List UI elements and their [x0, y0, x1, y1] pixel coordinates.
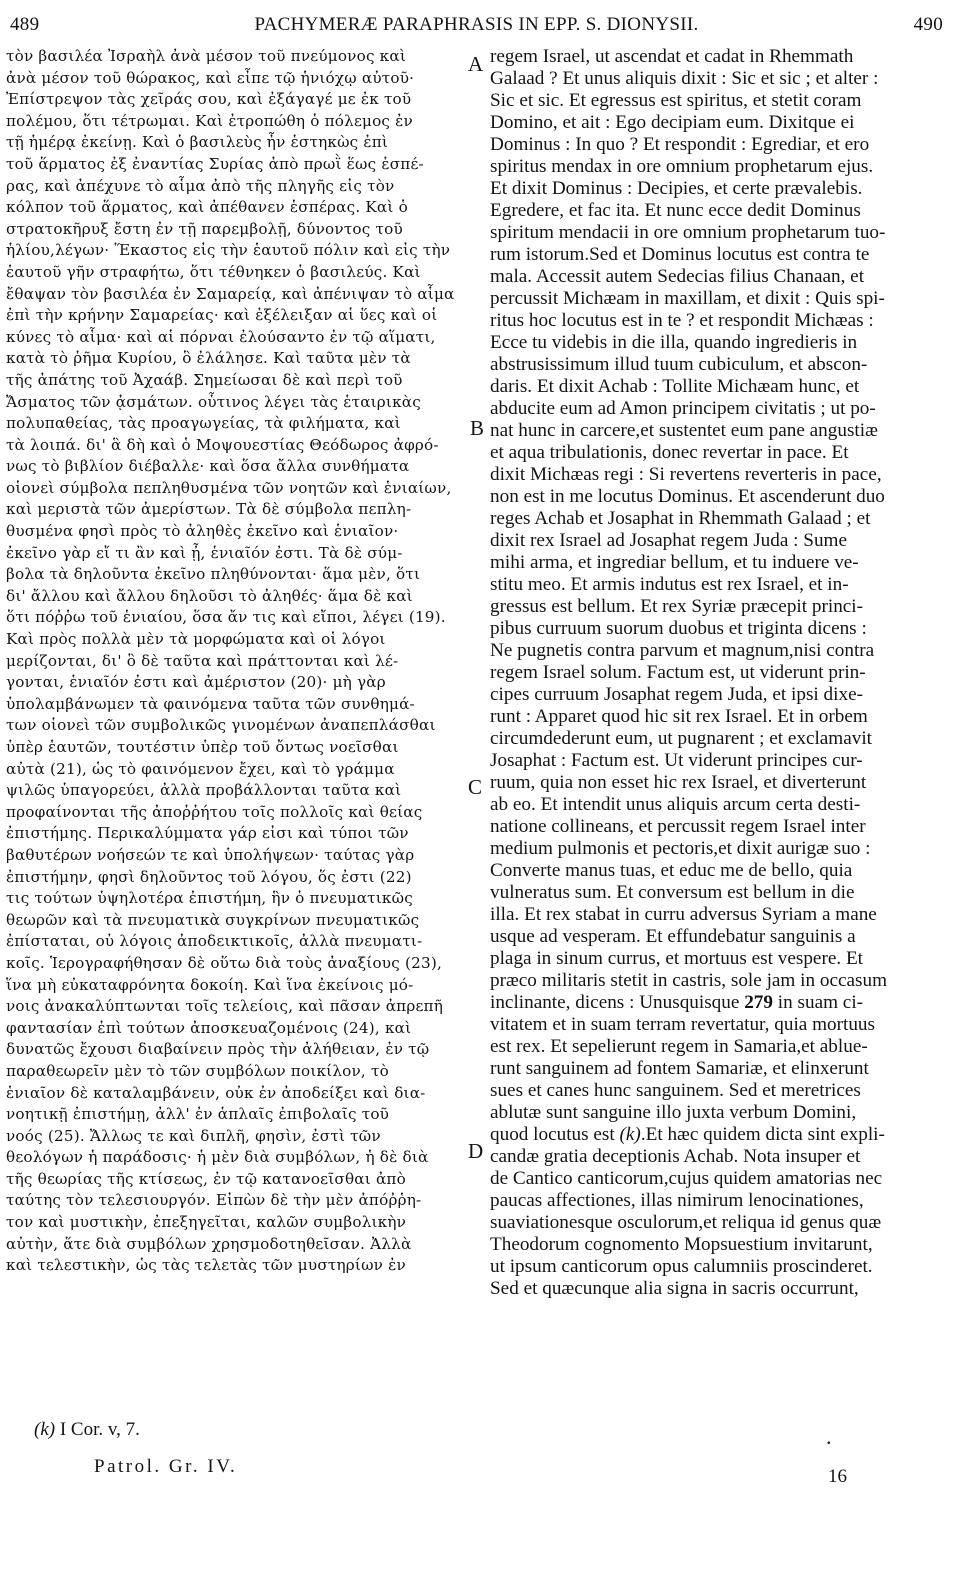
latin-line: vitatem et in suam terram revertatur, quia mortuus — [490, 1014, 875, 1035]
column-number: 279 — [744, 992, 773, 1013]
margin-letter-c: C — [468, 775, 483, 799]
latin-line: abstrusissimum illud tuum cubiculum, et abscon- — [490, 354, 868, 375]
footnote-text: I Cor. v, 7. — [55, 1419, 140, 1440]
greek-line: φαντασίαν ἐπὶ τούτων ἀποσκευαζομένοις (24), καὶ — [6, 1018, 412, 1037]
signature-mark: Patrol. Gr. IV. — [94, 1456, 238, 1477]
latin-line-text: in suam ci- — [777, 992, 864, 1013]
greek-line: θυσμένα φησὶ πρὸς τὸ ἀληθὲς ἐκεῖνο καὶ ἑνιαῖον· — [6, 522, 399, 541]
latin-line: circumdederunt eum, ut pugnarent ; et exclamavit — [490, 728, 873, 749]
latin-line: natione collineans, et percussit regem Israel inter — [490, 816, 866, 837]
latin-line: plaga in sinum currus, et mortuus est vespere. Et — [490, 948, 864, 969]
greek-line: τῆς ἀπάτης τοῦ Ἀχαάβ. Σημείωσαι δὲ καὶ περὶ τοῦ — [6, 370, 403, 389]
greek-line: ἐπὶ τὴν κρήνην Σαμαρείας· καὶ ἐξέλειξαν αἱ ὕες καὶ οἱ — [6, 306, 438, 325]
stray-dot: . — [826, 1424, 832, 1449]
greek-line: στρατοκῆρυξ ἔστη ἐν τῇ παρεμβολῇ, δύνοντος τοῦ — [6, 219, 403, 238]
latin-line — [490, 992, 937, 1014]
latin-line: ab eo. Et intendit unus aliquis arcum certa desti- — [490, 794, 861, 815]
greek-line: θεωρῶν καὶ τὰ πνευματικὰ συγκρίνων πνευματικῶς — [6, 910, 420, 929]
greek-line: καὶ τελεστικὴν, ὡς τὰς τελετὰς τῶν μυστηρίων ἐν — [6, 1256, 406, 1275]
greek-line: Ἄσματος τῶν ᾀσμάτων. οὗτινος λέγει τὰς ἑταιρικὰς — [6, 392, 421, 411]
latin-line: reges Achab et Josaphat in Rhemmath Galaad ; et — [490, 508, 871, 529]
greek-line: οἱονεὶ σύμβολα πεπληθυσμένα τῶν νοητῶν καὶ ἑνιαίων, — [6, 478, 452, 497]
greek-line: Καὶ πρὸς πολλὰ μὲν τὰ μορφώματα καὶ οἱ λόγοι — [6, 630, 386, 649]
page-number-left: 489 — [10, 14, 40, 35]
greek-line: νοητικῇ ἐπιστήμῃ, ἀλλ' ἐν ἁπλαῖς ἐπιβολαῖς τοῦ — [6, 1105, 390, 1124]
latin-line: runt sanguinem ad fontem Samariæ, et elinxerunt — [490, 1058, 869, 1079]
greek-line: θεολόγων ἡ παράδοσις· ἡ μὲν διὰ συμβόλων, ἡ δὲ διὰ — [6, 1148, 429, 1167]
latin-line: Egredere, et fac ita. Et nunc ecce dedit Dominus — [490, 200, 861, 221]
greek-line: τοῦ ἅρματος ἐξ ἐναντίας Συρίας ἀπὸ πρωῒ ἕως ἑσπέ- — [6, 154, 424, 173]
latin-line: Theodorum cognomento Mopsuestium invitarunt, — [490, 1234, 873, 1255]
greek-line: προφαίνονται τῆς ἀποῤῥήτου τοῖς πολλοῖς καὶ θείας — [6, 802, 423, 821]
latin-line: spiritum mendacii in ore omnium prophetarum tuo- — [490, 222, 886, 243]
greek-line: ἐπιστήμην, φησὶ δηλοῦντος τοῦ λόγου, ὅς ἐστι (22) — [6, 867, 412, 886]
latin-note-ref: (k) — [619, 1124, 641, 1145]
greek-line: Ἐπίστρεψον τὰς χεῖράς σου, καὶ ἐξάγαγέ με ἐκ τοῦ — [6, 90, 412, 109]
greek-line: ἑνιαῖον δὲ καταλαμβάνειν, οὐκ ἐν ἀποδείξει καὶ δια- — [6, 1083, 426, 1102]
greek-line: ἡλίου,λέγων· Ἕκαστος εἰς τὴν ἑαυτοῦ πόλιν καὶ εἰς τὴν — [6, 241, 451, 260]
greek-line: ταύτης τὸν τελεσιουργόν. Εἰπὼν δὲ τὴν μὲν ἀπόῤῥη- — [6, 1191, 422, 1210]
greek-line: ἑαυτοῦ γῆν στραφήτω, ὅτι τέθνηκεν ὁ βασιλεύς. Καὶ — [6, 262, 421, 281]
latin-line: Ne pugnetis contra parvum et magnum,nisi contra — [490, 640, 875, 661]
running-head — [10, 14, 943, 44]
greek-line: αὐτὰ (21), ὡς τὸ φαινόμενον ἔχει, καὶ τὸ γράμμα — [6, 759, 395, 778]
latin-line: ut ipsum canticorum opus calumniis proscinderet. — [490, 1256, 873, 1277]
latin-line: et aqua tribulationis, donec revertar in pace. Et — [490, 442, 849, 463]
greek-line: μερίζονται, δι' ὃ δὲ ταῦτα καὶ πράττονται καὶ λέ- — [6, 651, 399, 670]
latin-line: mala. Accessit autem Sedecias filius Chanaan, et — [490, 266, 865, 287]
greek-line: ὑπὲρ ἑαυτῶν, τουτέστιν ὑπὲρ τοῦ ὄντως νοεῖσθαι — [6, 738, 399, 756]
greek-line: των οἱονεὶ τῶν συμβολικῶς γινομένων ἀναπεπλάσθαι — [6, 716, 436, 735]
latin-line-text: inclinante, dicens : Unusquisque — [490, 992, 740, 1013]
latin-line: stitu meo. Et armis indutus est rex Israel, et in- — [490, 574, 849, 595]
latin-line: candæ gratia deceptionis Achab. Nota insuper et — [490, 1146, 861, 1167]
latin-line: regem Israel, ut ascendat et cadat in Rhemmath — [490, 46, 854, 67]
greek-line: τον καὶ μυστικὴν, ἐπεξηγεῖται, καλῶν συμβολικὴν — [6, 1213, 407, 1232]
latin-line: Sed et quæcunque alia signa in sacris occurrunt, — [490, 1278, 859, 1299]
latin-line: ritus hoc locutus est in te ? et respondit Michæas : — [490, 310, 874, 331]
latin-line: ruum, quia non esset hic rex Israel, et diverterunt — [490, 772, 867, 793]
greek-line: ὅτι πόῤῥω τοῦ ἑνιαίου, ὅσα ἄν τις καὶ εἴποι, λέγει (19). — [6, 608, 446, 627]
greek-line: πολέμου, ὅτι τέτρωμαι. Καὶ ἐτροπώθη ὁ πόλεμος ἐν — [6, 111, 413, 130]
latin-line: runt : Apparet quod hic sit rex Israel. Et in orbem — [490, 706, 868, 727]
latin-line: medium pulmonis et pectoris,et dixit aurigæ suo : — [490, 838, 871, 859]
greek-line: ἀνὰ μέσον τοῦ θώρακος, καὶ εἶπε τῷ ἡνιόχῳ αὐτοῦ· — [6, 68, 415, 87]
greek-line: νως τὸ βιβλίον διέβαλλε· καὶ ὅσα ἄλλα συνθήματα — [6, 457, 410, 476]
page-number-right: 490 — [913, 14, 943, 35]
greek-line: ἔθαψαν τὸν βασιλέα ἐν Σαμαρείᾳ, καὶ ἀπένιψαν τὸ αἷμα — [6, 284, 455, 303]
greek-line: ὑπολαμβάνωμεν τὰ φαινόμενα ταῦτα τῶν συνθημά- — [6, 694, 415, 713]
sheet-number: 16 — [828, 1466, 847, 1487]
latin-line: usque ad vesperam. Et effundebatur sanguinis a — [490, 926, 856, 947]
greek-line: ἵνα μὴ εὐκαταφρόνητα δοκοίη. Καὶ ἵνα ἐκείνοις μό- — [6, 975, 414, 994]
latin-line: gressus est bellum. Et rex Syriæ præcepit princi- — [490, 596, 864, 617]
greek-column — [6, 46, 468, 1277]
latin-line: Dominus : In quo ? Et respondit : Egrediar, et ero — [490, 134, 870, 155]
greek-line: τὸν βασιλέα Ἰσραὴλ ἀνὰ μέσον τοῦ πνεύμονος καὶ — [6, 47, 406, 65]
latin-line-text: quod locutus est — [490, 1124, 615, 1145]
greek-line: τῆς θεωρίας τῆς κτίσεως, ἐν τῷ κατανοεῖσθαι ἀπὸ — [6, 1169, 406, 1188]
greek-line: καὶ μεριστὰ τῶν ἀμερίστων. Τὰ δὲ σύμβολα πεπλη- — [6, 500, 412, 519]
latin-line: non est in me locutus Dominus. Et ascenderunt duo — [490, 486, 885, 507]
latin-line: de Cantico canticorum,cujus quidem amatorias nec — [490, 1168, 883, 1189]
margin-letter-b: B — [470, 416, 485, 440]
greek-line: ἐπιστήμης. Περικαλύμματα γάρ εἰσι καὶ τύποι τῶν — [6, 824, 409, 843]
greek-line: δι' ἄλλου καὶ ἄλλου δηλοῦσι τὸ ἀληθές· ἅμα δὲ καὶ — [6, 586, 413, 605]
latin-line: Ecce tu videbis in die illa, quando ingredieris in — [490, 332, 858, 353]
latin-line: vulneratus sum. Et conversum est bellum in die — [490, 882, 855, 903]
latin-line: præco militaris stetit in castris, sole jam in occasum — [490, 970, 887, 991]
greek-line: πολυπαθείας, τὰς προαγωγείας, τὰ φιλήματα, καὶ — [6, 414, 401, 433]
greek-line: τις τούτων ὑψηλοτέρα ἐπιστήμη, ἣν ὁ πνευματικῶς — [6, 889, 413, 908]
greek-line: νοός (25). Ἄλλως τε καὶ διπλῆ, φησὶν, ἐστὶ τῶν — [6, 1126, 381, 1145]
latin-line: cipes curruum Josaphat regem Juda, et ipsi dixe- — [490, 684, 863, 705]
latin-line: percussit Michæam in maxillam, et dixit : Quis spi- — [490, 288, 885, 309]
latin-line: Galaad ? Et unus aliquis dixit : Sic et sic ; et alter : — [490, 68, 879, 89]
latin-line: ablutæ sunt sanguine illo juxta verbum Domini, — [490, 1102, 857, 1123]
latin-line: paucas affectiones, illas nimirum lenocinationes, — [490, 1190, 864, 1211]
greek-line: κύνες τὸ αἷμα· καὶ αἱ πόρναι ἐλούσαντο ἐν τῷ αἵματι, — [6, 327, 436, 346]
latin-line: mihi arma, et ingrediar bellum, et tu induere ve- — [490, 552, 859, 573]
latin-line: regem Israel solum. Factum est, ut viderunt prin- — [490, 662, 866, 683]
greek-line: τὰ λοιπά. δι' ἃ δὴ καὶ ὁ Μοψουεστίας Θεόδωρος ἀφρό- — [6, 435, 439, 454]
latin-line: Converte manus tuas, et educ me de bello, quia — [490, 860, 853, 881]
latin-line: suaviationesque osculorum,et reliqua id genus quæ — [490, 1212, 882, 1233]
running-title: PACHYMERÆ PARAPHRASIS IN EPP. S. DIONYSII. — [254, 14, 699, 35]
margin-letter-a: A — [468, 52, 484, 76]
greek-line: τῇ ἡμέρᾳ ἐκείνῃ. Καὶ ὁ βασιλεὺς ἦν ἑστηκὼς ἐπὶ — [6, 133, 389, 152]
latin-line: illa. Et rex stabat in curru adversus Syriam a mane — [490, 904, 877, 925]
greek-line: ἐπίσταται, οὐ λόγοις ἀποδεικτικοῖς, ἀλλὰ πνευματι- — [6, 932, 423, 951]
latin-line: dixit Michæas regi : Si revertens reverteris in pace, — [490, 464, 882, 485]
latin-line-text: .Et hæc quidem dicta sint expli- — [640, 1124, 885, 1145]
latin-line: Et dixit Dominus : Decipies, et certe prævalebis. — [490, 178, 863, 199]
greek-line: αὐτὴν, ἅτε διὰ συμβόλων χρησμοδοτηθεῖσαν. Ἀλλὰ — [6, 1234, 412, 1253]
latin-column — [490, 46, 937, 1300]
latin-line: Domino, et ait : Ego decipiam eum. Dixitque ei — [490, 112, 855, 133]
footnote-ref: (k) — [34, 1419, 56, 1440]
greek-line: κοῖς. Ἱερογραφήθησαν δὲ οὕτω διὰ τοὺς ἀναξίους (23), — [6, 953, 442, 972]
latin-line: nat hunc in carcere,et sustentet eum pane angustiæ — [490, 420, 878, 441]
latin-line: pibus curruum suorum duobus et triginta dicens : — [490, 618, 867, 639]
latin-line — [490, 1124, 937, 1146]
latin-line: abducite eum ad Amon principem civitatis ; ut po- — [490, 398, 876, 419]
latin-line: rum istorum.Sed et Dominus locutus est contra te — [490, 244, 870, 265]
greek-line: κόλπον τοῦ ἅρματος, καὶ ἀπέθανεν ἑσπέρας. Καὶ ὁ — [6, 198, 408, 217]
greek-line: βολα τὰ δηλοῦντα ἐκεῖνο πληθύνονται· ἅμα μὲν, ὅτι — [6, 565, 421, 584]
margin-letter-d: D — [468, 1139, 484, 1163]
latin-line: spiritus mendax in ore omnium prophetarum ejus. — [490, 156, 874, 177]
footnote — [34, 1419, 140, 1441]
greek-line: ρας, καὶ ἀπέχυνε τὸ αἷμα ἀπὸ τῆς πληγῆς εἰς τὸν — [6, 176, 395, 195]
latin-line: daris. Et dixit Achab : Tollite Michæam hunc, et — [490, 376, 860, 397]
latin-line: dixit rex Israel ad Josaphat regem Juda : Sume — [490, 530, 848, 551]
greek-line: ἐκεῖνο γὰρ εἴ τι ἂν καὶ ᾖ, ἑνιαῖόν ἐστι. Τὰ δὲ σύμ- — [6, 543, 403, 562]
greek-line: κατὰ τὸ ῥῆμα Κυρίου, ὃ ἐλάλησε. Καὶ ταῦτα μὲν τὰ — [6, 349, 411, 368]
greek-line: γονται, ἑνιαῖόν ἐστι καὶ ἀμέριστον (20)· μὴ γὰρ — [6, 673, 386, 692]
latin-line: est rex. Et sepelierunt regem in Samaria,et ablue- — [490, 1036, 868, 1057]
greek-line: παραθεωρεῖν μὲν τὸ τῶν συμβόλων ποικίλον, τὸ — [6, 1061, 389, 1080]
greek-line: νοις ἀνακαλύπτωνται τοῖς τελείοις, καὶ πᾶσαν ἀπρεπῆ — [6, 997, 444, 1016]
latin-line: Josaphat : Factum est. Ut viderunt principes cur- — [490, 750, 863, 771]
greek-line: δυνατῶς ἔχουσι διαβαίνειν πρὸς τὴν ἀλήθειαν, ἐν τῷ — [6, 1040, 430, 1059]
greek-line: βαθυτέρων νοήσεών τε καὶ ὑπολήψεων· ταύτας γὰρ — [6, 845, 415, 864]
latin-line: sues et canes hunc sanguinem. Sed et meretrices — [490, 1080, 861, 1101]
greek-line: ψιλῶς ὑπαγορεύει, ἀλλὰ προβάλλονται ταῦτα καὶ — [6, 781, 402, 800]
latin-line: Sic et sic. Et egressus est spiritus, et stetit coram — [490, 90, 862, 111]
